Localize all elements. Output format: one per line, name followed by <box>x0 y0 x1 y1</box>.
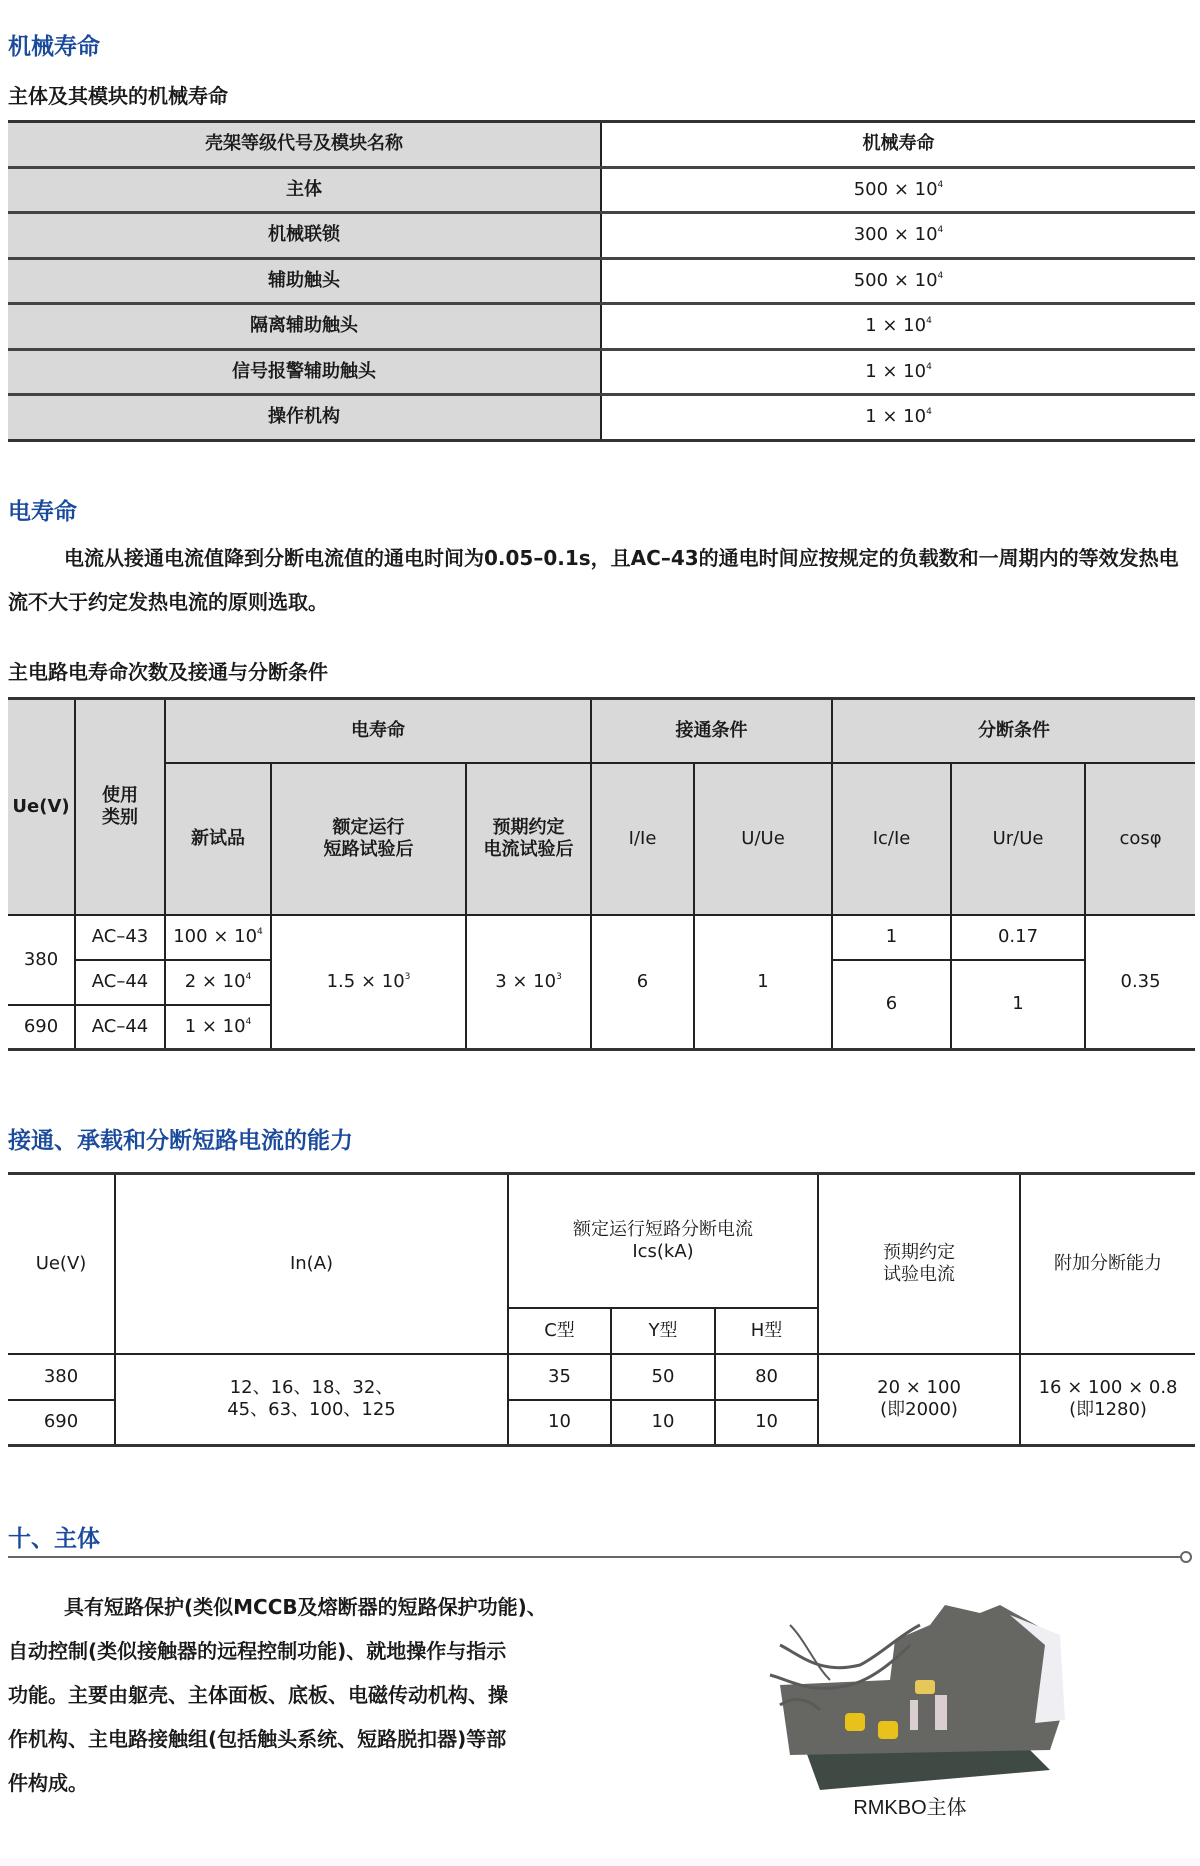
section-title-short-circuit: 接通、承载和分断短路电流的能力 <box>8 1128 353 1154</box>
table-row <box>8 395 1195 441</box>
subtitle-electrical-life: 主电路电寿命次数及接通与分断条件 <box>8 660 328 684</box>
table-row <box>8 915 1195 960</box>
header-in: In(A) <box>115 1174 508 1354</box>
header-ue: Ue(V) <box>35 1252 87 1274</box>
body-description <box>8 1585 648 1805</box>
type-h-690: 10 <box>715 1400 818 1446</box>
table-header-row <box>8 122 1195 168</box>
life-value: $300 \times 10^4$ <box>601 213 1195 259</box>
additional-breaking-value: 16 × 100 × 0.8 (即1280) <box>1020 1354 1195 1446</box>
header-ics: 额定运行短路分断电流 Ics(kA) <box>508 1174 818 1308</box>
header-ic-ie: Ic/Ie <box>832 763 951 915</box>
life-value: $1 \times 10^4$ <box>601 304 1195 350</box>
new-sample-value: $2 \times 10^4$ <box>165 960 271 1005</box>
header-module-name: 壳架等级代号及模块名称 <box>8 122 601 168</box>
body-line: 功能。主要由躯壳、主体面板、底板、电磁传动机构、操 <box>8 1683 508 1707</box>
module-name: 信号报警辅助触头 <box>8 349 601 395</box>
type-c-380: 35 <box>508 1354 611 1400</box>
type-y-690: 10 <box>611 1400 715 1446</box>
section-divider <box>8 1556 1182 1558</box>
header-category: 使用 类别 <box>75 699 165 915</box>
header-type-c: C型 <box>508 1308 611 1354</box>
header-prospective-current: 预期约定 试验电流 <box>818 1174 1020 1354</box>
electrical-life-paragraph: 电流从接通电流值降到分断电流值的通电时间为0.05–0.1s，且AC–43的通电时间应按规定的负载数和一周期内的等效发热电流不大于约定发热电流的原则选取。 <box>8 546 1179 614</box>
header-make-conditions: 接通条件 <box>591 699 832 763</box>
prospective-current-value: 20 × 100 (即2000) <box>818 1354 1020 1446</box>
header-additional-breaking: 附加分断能力 <box>1020 1174 1195 1354</box>
header-mechanical-life: 机械寿命 <box>601 122 1195 168</box>
type-h-380: 80 <box>715 1354 818 1400</box>
product-photo <box>760 1585 1080 1800</box>
page-bottom-band <box>0 1858 1200 1866</box>
short-circuit-table <box>8 1172 1195 1447</box>
header-ur-ue: Ur/Ue <box>951 763 1085 915</box>
category-ac44: AC–44 <box>75 960 165 1005</box>
life-value: $1 \times 10^4$ <box>601 349 1195 395</box>
type-c-690: 10 <box>508 1400 611 1446</box>
module-name: 机械联锁 <box>8 213 601 259</box>
module-name: 主体 <box>8 167 601 213</box>
photo-caption: RMKBO主体 <box>853 1797 967 1819</box>
body-line: 具有短路保护(类似MCCB及熔断器的短路保护功能)、 <box>64 1595 547 1619</box>
header-type-h: H型 <box>715 1308 818 1354</box>
module-name: 操作机构 <box>8 395 601 441</box>
body-line: 件构成。 <box>8 1771 88 1795</box>
ic-ie-value: 6 <box>832 960 951 1050</box>
header-i-ie: I/Ie <box>591 763 694 915</box>
module-name: 隔离辅助触头 <box>8 304 601 350</box>
ue-690: 690 <box>8 1005 75 1050</box>
header-type-y: Y型 <box>611 1308 715 1354</box>
header-break-conditions: 分断条件 <box>832 699 1195 763</box>
table-row <box>8 258 1195 304</box>
subtitle-mechanical-life: 主体及其模块的机械寿命 <box>8 84 228 108</box>
body-line: 自动控制(类似接触器的远程控制功能)、就地操作与指示 <box>8 1639 507 1663</box>
module-name: 辅助触头 <box>8 258 601 304</box>
electrical-life-table <box>8 697 1195 1051</box>
category-ac43: AC–43 <box>75 915 165 960</box>
header-after-current-test: 预期约定 电流试验后 <box>466 763 591 915</box>
ur-ue-value: 0.17 <box>951 915 1085 960</box>
table-row <box>8 167 1195 213</box>
ue-380: 380 <box>8 1354 115 1400</box>
ue-380: 380 <box>8 915 75 1005</box>
new-sample-value: $100 \times 10^4$ <box>165 915 271 960</box>
divider-end-circle-icon <box>1180 1551 1192 1563</box>
section-title-mechanical-life: 机械寿命 <box>8 34 100 60</box>
after-current-test-value: $3 \times 10^3$ <box>466 915 591 1050</box>
section-title-electrical-life: 电寿命 <box>8 499 77 525</box>
life-value: $1 \times 10^4$ <box>601 395 1195 441</box>
new-sample-value: $1 \times 10^4$ <box>165 1005 271 1050</box>
breaker-body-illustration <box>770 1605 1065 1790</box>
body-line: 作机构、主电路接触组(包括触头系统、短路脱扣器)等部 <box>8 1727 507 1751</box>
table-row <box>8 213 1195 259</box>
life-value: $500 \times 10^4$ <box>601 167 1195 213</box>
u-ue-value: 1 <box>694 915 832 1050</box>
i-ie-value: 6 <box>591 915 694 1050</box>
table-row <box>8 304 1195 350</box>
after-short-circuit-value: $1.5 \times 10^3$ <box>271 915 466 1050</box>
ic-ie-value: 1 <box>832 915 951 960</box>
header-after-short-circuit: 额定运行 短路试验后 <box>271 763 466 915</box>
category-ac44: AC–44 <box>75 1005 165 1050</box>
ur-ue-value: 1 <box>951 960 1085 1050</box>
header-electrical-life: 电寿命 <box>165 699 591 763</box>
header-u-ue: U/Ue <box>694 763 832 915</box>
ue-690: 690 <box>8 1400 115 1446</box>
cos-phi-value: 0.35 <box>1085 915 1195 1050</box>
table-row <box>8 1354 1195 1400</box>
table-row <box>8 349 1195 395</box>
header-new-sample: 新试品 <box>165 763 271 915</box>
header-ue: Ue(V) <box>8 699 75 915</box>
in-values: 12、16、18、32、 45、63、100、125 <box>115 1354 508 1446</box>
life-value: $500 \times 10^4$ <box>601 258 1195 304</box>
mechanical-life-table <box>8 120 1195 442</box>
type-y-380: 50 <box>611 1354 715 1400</box>
header-cos-phi: cosφ <box>1085 763 1195 915</box>
section-title-body: 十、主体 <box>8 1526 100 1552</box>
